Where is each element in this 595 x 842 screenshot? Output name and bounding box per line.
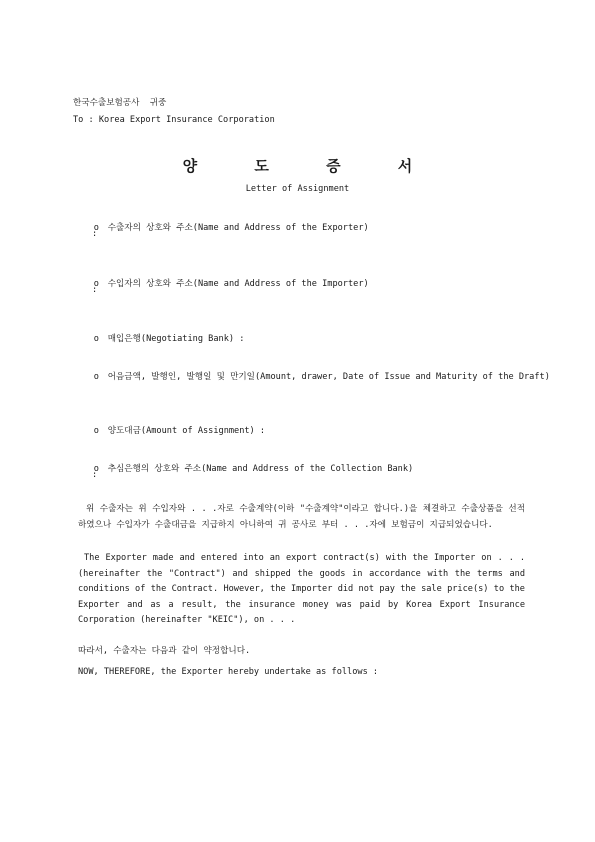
document-title: 양 도 증 서: [182, 157, 439, 175]
closing-english: NOW, THEREFORE, the Exporter hereby undertake as follows :: [78, 667, 379, 677]
closing-korean: 따라서, 수출자는 다음과 같이 약정합니다.: [78, 646, 251, 656]
addressee-korean: 한국수출보험공사 귀중: [73, 98, 167, 108]
assignment-amount-field: [73, 413, 265, 449]
korean-recital-text: 위 수출자는 위 수입자와 . . .자로 수출계약(이하 "수출계약"이라고 합니다.)을 체결하고 수출상품을 선적하였으나 수입자가 수출대금을 지급하지 아니하여 귀 공사로 부터 . . .자에 보험금이 지급되었습니다.: [78, 504, 525, 530]
addressee-english: To : Korea Export Insurance Corporation: [73, 115, 275, 125]
exporter-label: 수출자의 상호와 주소(Name and Address of the Exporter): [107, 223, 369, 233]
collection-bank-colon: :: [92, 470, 98, 480]
negotiating-bank-label: 매입은행(Negotiating Bank) :: [107, 334, 245, 344]
assignment-amount-label: 양도대금(Amount of Assignment) :: [107, 426, 266, 436]
korean-recital: [78, 502, 525, 533]
exporter-field: [73, 210, 369, 246]
importer-field: [73, 266, 369, 302]
negotiating-bank-field: [73, 321, 244, 357]
bullet-mark: o: [93, 426, 99, 436]
bullet-mark: o: [93, 223, 99, 233]
draft-field: [73, 359, 550, 395]
bullet-mark: o: [93, 464, 99, 474]
importer-colon: :: [92, 285, 98, 295]
bullet-mark: o: [93, 334, 99, 344]
collection-bank-label: 추심은행의 상호와 주소(Name and Address of the Collection Bank): [107, 464, 414, 474]
draft-label: 어음금액, 발행인, 발행일 및 만기일(Amount, drawer, Date of Issue and Maturity of the Draft): [107, 372, 550, 382]
bullet-mark: o: [93, 279, 99, 289]
collection-bank-field: [73, 451, 413, 487]
english-recital: [78, 551, 525, 629]
document-subtitle: Letter of Assignment: [245, 184, 350, 194]
english-recital-text: The Exporter made and entered into an export contract(s) with the Importer on . . . (hereinafter the "Contract") and shipped the goods in accordance with the terms and conditions of the Contract. However, the Importer did not pay the sale price(s) to the Exporter and as a result, the insurance money was paid by Korea Export Insurance Corporation (hereinafter "KEIC"), on . . .: [78, 553, 525, 626]
exporter-colon: :: [92, 229, 98, 239]
bullet-mark: o: [93, 372, 99, 382]
importer-label: 수입자의 상호와 주소(Name and Address of the Importer): [107, 279, 369, 289]
